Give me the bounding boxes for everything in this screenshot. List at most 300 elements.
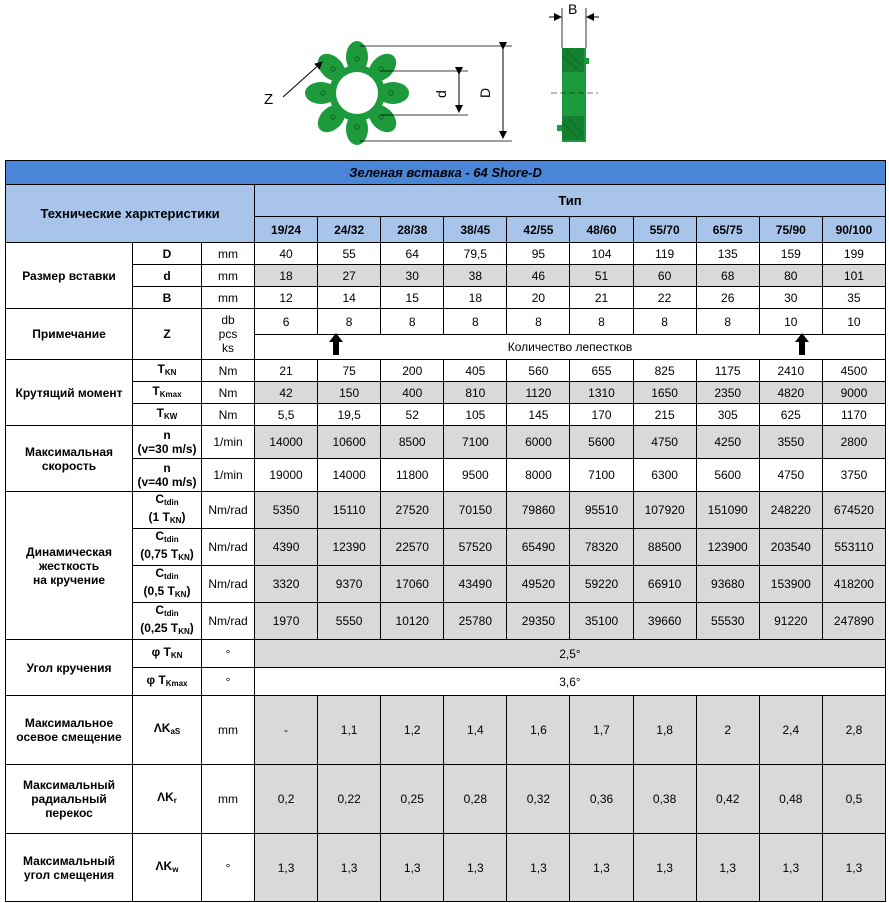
unit-cell: Nm/rad	[202, 566, 255, 603]
type-label: 90/100	[822, 217, 885, 243]
value-cell: 11800	[381, 459, 444, 492]
symbol-cell	[133, 640, 202, 668]
value-cell: 2410	[759, 360, 822, 382]
subscript: KN	[170, 650, 183, 660]
value-cell: 70150	[444, 492, 507, 529]
value-cell: 247890	[822, 603, 885, 640]
value-cell: 553110	[822, 529, 885, 566]
value-cell: 4250	[696, 426, 759, 459]
text: ΛK	[153, 721, 171, 735]
value-cell: 91220	[759, 603, 822, 640]
insert-side-view	[551, 48, 598, 142]
header-row	[6, 185, 886, 217]
value-cell: 55530	[696, 603, 759, 640]
angular-row	[6, 834, 886, 902]
value-cell: 4750	[633, 426, 696, 459]
symbol-cell	[133, 492, 202, 529]
value-cell: 2,4	[759, 696, 822, 765]
value-cell: 1,3	[822, 834, 885, 902]
param-line: перекос	[45, 806, 93, 820]
value-cell: 26	[696, 287, 759, 309]
value-cell: 8	[570, 309, 633, 335]
stiffness-row	[6, 529, 886, 566]
value-cell: 21	[570, 287, 633, 309]
note-row	[6, 309, 886, 335]
value-cell: 8	[633, 309, 696, 335]
value-cell: 5600	[570, 426, 633, 459]
value-cell: 19000	[255, 459, 318, 492]
subscript: tdin	[164, 498, 179, 507]
stiffness-row	[6, 492, 886, 529]
value-cell: 9500	[444, 459, 507, 492]
unit-cell: Nm/rad	[202, 529, 255, 566]
speed-row	[6, 459, 886, 492]
unit-cell: 1/min	[202, 426, 255, 459]
value-cell: 79,5	[444, 243, 507, 265]
param-radial	[6, 765, 133, 834]
value-cell: 1,3	[696, 834, 759, 902]
value-cell: 1170	[822, 404, 885, 426]
param-angle: Угол кручения	[6, 640, 133, 696]
value-cell: 145	[507, 404, 570, 426]
subscript: tdin	[164, 609, 179, 618]
value-cell: 17060	[381, 566, 444, 603]
value-cell: 1,3	[381, 834, 444, 902]
value-cell: 4820	[759, 382, 822, 404]
unit-cell: mm	[202, 765, 255, 834]
value-cell: 6300	[633, 459, 696, 492]
symbol-cell	[133, 668, 202, 696]
angle-row	[6, 640, 886, 668]
value-cell: 7100	[444, 426, 507, 459]
value-cell: 104	[570, 243, 633, 265]
value-cell: 199	[822, 243, 885, 265]
value-cell: 0,38	[633, 765, 696, 834]
value-cell: 93680	[696, 566, 759, 603]
value-cell: 7100	[570, 459, 633, 492]
radial-row	[6, 765, 886, 834]
value-cell: 42	[255, 382, 318, 404]
value-cell: 8	[318, 309, 381, 335]
value-cell: 170	[570, 404, 633, 426]
subscript: tdin	[164, 535, 179, 544]
value-cell: 248220	[759, 492, 822, 529]
type-label: 75/90	[759, 217, 822, 243]
unit-cell: mm	[202, 287, 255, 309]
value-cell: 12390	[318, 529, 381, 566]
text: ΛK	[157, 790, 174, 804]
value-cell: 153900	[759, 566, 822, 603]
value-cell: 51	[570, 265, 633, 287]
value-cell: 0,25	[381, 765, 444, 834]
text: C	[155, 603, 164, 617]
unit-cell: °	[202, 640, 255, 668]
label-z: Z	[264, 91, 274, 108]
stiffness-row	[6, 566, 886, 603]
subscript: KN	[178, 627, 190, 636]
value-cell: 1,6	[507, 696, 570, 765]
value-cell: 200	[381, 360, 444, 382]
text: ΛK	[155, 858, 173, 873]
value-cell: 39660	[633, 603, 696, 640]
value-cell: 655	[570, 360, 633, 382]
unit-line: pcs	[218, 327, 238, 341]
value-cell: 215	[633, 404, 696, 426]
value-cell: 14000	[255, 426, 318, 459]
value-cell: 107920	[633, 492, 696, 529]
unit-cell: °	[202, 834, 255, 902]
subscript: KN	[174, 590, 187, 599]
value-cell: 5,5	[255, 404, 318, 426]
value-cell: 5550	[318, 603, 381, 640]
value-cell: 14000	[318, 459, 381, 492]
speed-row	[6, 426, 886, 459]
value-cell: 1,2	[381, 696, 444, 765]
value-cell: 2	[696, 696, 759, 765]
subscript: KW	[164, 411, 178, 421]
value-cell: 3,6°	[255, 668, 886, 696]
table-title: Зеленая вставка - 64 Shore-D	[6, 161, 886, 185]
unit-cell: mm	[202, 696, 255, 765]
text: n	[163, 428, 171, 442]
text: (0,25 T	[140, 621, 179, 635]
text: T	[157, 361, 165, 376]
value-cell: 57520	[444, 529, 507, 566]
torque-row	[6, 404, 886, 426]
value-cell: 27	[318, 265, 381, 287]
header-type: Тип	[255, 185, 886, 217]
value-cell: 18	[444, 287, 507, 309]
text: C	[155, 566, 164, 580]
value-cell: 1,8	[633, 696, 696, 765]
value-cell: 46	[507, 265, 570, 287]
value-cell: 6000	[507, 426, 570, 459]
value-cell: 625	[759, 404, 822, 426]
value-cell: 68	[696, 265, 759, 287]
value-cell: 25780	[444, 603, 507, 640]
value-cell: 35	[822, 287, 885, 309]
value-cell: 43490	[444, 566, 507, 603]
value-cell: 15110	[318, 492, 381, 529]
value-cell: 0,28	[444, 765, 507, 834]
value-cell: 1310	[570, 382, 633, 404]
size-row	[6, 243, 886, 265]
value-cell: 1,7	[570, 696, 633, 765]
subscript: Kmax	[159, 389, 182, 399]
value-cell: 101	[822, 265, 885, 287]
type-label: 65/75	[696, 217, 759, 243]
type-label: 28/38	[381, 217, 444, 243]
value-cell: 38	[444, 265, 507, 287]
value-cell: 30	[381, 265, 444, 287]
value-cell: 0,2	[255, 765, 318, 834]
unit-cell: Nm	[202, 382, 255, 404]
value-cell: 0,5	[822, 765, 885, 834]
param-line: осевое смещение	[16, 730, 122, 744]
value-cell: 2800	[822, 426, 885, 459]
symbol-cell	[133, 360, 202, 382]
text: (v=40 m/s)	[137, 475, 197, 489]
value-cell: 1,3	[570, 834, 633, 902]
symbol-cell	[133, 426, 202, 459]
subscript: tdin	[164, 572, 179, 581]
value-cell: 95510	[570, 492, 633, 529]
arrow-up-icon	[329, 333, 343, 355]
header-characteristics: Технические харктеристики	[6, 185, 255, 243]
value-cell: 65490	[507, 529, 570, 566]
unit-cell: Nm/rad	[202, 492, 255, 529]
value-cell: 674520	[822, 492, 885, 529]
type-label: 38/45	[444, 217, 507, 243]
value-cell: 1970	[255, 603, 318, 640]
value-cell: 5600	[696, 459, 759, 492]
value-cell: 79860	[507, 492, 570, 529]
type-label: 55/70	[633, 217, 696, 243]
subscript: aS	[170, 727, 181, 736]
param-torque: Крутящий момент	[6, 360, 133, 426]
stiffness-row	[6, 603, 886, 640]
specification-table	[5, 160, 886, 902]
param-size: Размер вставки	[6, 243, 133, 309]
value-cell: 1,3	[759, 834, 822, 902]
value-cell: 135	[696, 243, 759, 265]
value-cell: 49520	[507, 566, 570, 603]
param-line: угол смещения	[23, 867, 115, 882]
symbol-cell: D	[133, 243, 202, 265]
param-axial	[6, 696, 133, 765]
label-big-d: D	[477, 87, 493, 98]
value-cell: 78320	[570, 529, 633, 566]
value-cell: 0,48	[759, 765, 822, 834]
param-line: скорость	[41, 458, 97, 473]
value-cell: 1175	[696, 360, 759, 382]
value-cell: 64	[381, 243, 444, 265]
value-cell: 8	[696, 309, 759, 335]
text: (0,75 T	[140, 547, 179, 561]
param-line: Динамическая	[26, 544, 112, 559]
symbol-cell	[133, 459, 202, 492]
value-cell: 1,3	[633, 834, 696, 902]
title-row	[6, 161, 886, 185]
value-cell: 560	[507, 360, 570, 382]
value-cell: 20	[507, 287, 570, 309]
unit-cell: 1/min	[202, 459, 255, 492]
value-cell: 22570	[381, 529, 444, 566]
param-line: на кручение	[32, 572, 106, 587]
subscript: w	[172, 864, 179, 874]
unit-cell: Nm/rad	[202, 603, 255, 640]
value-cell: 52	[381, 404, 444, 426]
symbol-cell	[133, 696, 202, 765]
value-cell: 21	[255, 360, 318, 382]
value-cell: 30	[759, 287, 822, 309]
value-cell: 4750	[759, 459, 822, 492]
value-cell: 8	[507, 309, 570, 335]
text: T	[156, 405, 164, 420]
value-cell: 10120	[381, 603, 444, 640]
value-cell: 22	[633, 287, 696, 309]
value-cell: 4390	[255, 529, 318, 566]
value-cell: 19,5	[318, 404, 381, 426]
value-cell: 8000	[507, 459, 570, 492]
value-cell: 55	[318, 243, 381, 265]
value-cell: 8	[444, 309, 507, 335]
angle-row	[6, 668, 886, 696]
text: φ T	[151, 644, 171, 659]
value-cell: 59220	[570, 566, 633, 603]
value-cell: 1,3	[255, 834, 318, 902]
param-line: Максимальный	[23, 853, 115, 868]
value-cell: 1,3	[318, 834, 381, 902]
unit-cell: mm	[202, 265, 255, 287]
symbol-cell	[133, 603, 202, 640]
text: )	[189, 547, 194, 561]
value-cell: 203540	[759, 529, 822, 566]
type-label: 24/32	[318, 217, 381, 243]
value-cell: 88500	[633, 529, 696, 566]
value-cell: 0,32	[507, 765, 570, 834]
value-cell: 80	[759, 265, 822, 287]
value-cell: 1,3	[444, 834, 507, 902]
symbol-cell	[133, 404, 202, 426]
unit-line: ks	[222, 341, 234, 355]
size-row	[6, 287, 886, 309]
symbol-cell: d	[133, 265, 202, 287]
axial-row	[6, 696, 886, 765]
value-cell: 75	[318, 360, 381, 382]
subscript: KN	[169, 516, 182, 525]
param-stiffness	[6, 492, 133, 640]
insert-front-view	[305, 41, 409, 145]
value-cell: 14	[318, 287, 381, 309]
symbol-cell	[133, 566, 202, 603]
text: )	[181, 510, 186, 524]
value-cell: 0,42	[696, 765, 759, 834]
value-cell: 305	[696, 404, 759, 426]
value-cell: 151090	[696, 492, 759, 529]
value-cell: 29350	[507, 603, 570, 640]
subscript: r	[173, 796, 177, 805]
value-cell: 40	[255, 243, 318, 265]
value-cell: 2350	[696, 382, 759, 404]
note-caption-cell	[255, 335, 886, 360]
type-label: 42/55	[507, 217, 570, 243]
symbol-cell: Z	[133, 309, 202, 360]
label-b: B	[568, 1, 578, 17]
value-cell: 400	[381, 382, 444, 404]
unit-cell: Nm	[202, 360, 255, 382]
value-cell: 159	[759, 243, 822, 265]
param-line: Максимальное	[24, 716, 114, 730]
text: T	[152, 383, 160, 398]
unit-cell: Nm	[202, 404, 255, 426]
value-cell: 0,22	[318, 765, 381, 834]
symbol-cell	[133, 834, 202, 902]
symbol-cell	[133, 382, 202, 404]
value-cell: 1120	[507, 382, 570, 404]
label-small-d: d	[433, 90, 449, 98]
value-cell: 3750	[822, 459, 885, 492]
text: C	[155, 529, 164, 543]
param-angular	[6, 834, 133, 902]
type-label: 48/60	[570, 217, 633, 243]
value-cell: 8500	[381, 426, 444, 459]
value-cell: 810	[444, 382, 507, 404]
size-row	[6, 265, 886, 287]
value-cell: 150	[318, 382, 381, 404]
text: (v=30 m/s)	[137, 442, 197, 456]
value-cell: 1,3	[507, 834, 570, 902]
param-speed	[6, 426, 133, 492]
subscript: KN	[164, 367, 177, 377]
value-cell: 123900	[696, 529, 759, 566]
unit-line: db	[221, 313, 235, 327]
value-cell: 27520	[381, 492, 444, 529]
text: )	[189, 621, 194, 635]
unit-cell	[202, 309, 255, 360]
value-cell: 6	[255, 309, 318, 335]
text: (0,5 T	[143, 584, 175, 598]
torque-row	[6, 382, 886, 404]
value-cell: 9000	[822, 382, 885, 404]
value-cell: 105	[444, 404, 507, 426]
value-cell: 405	[444, 360, 507, 382]
value-cell: 119	[633, 243, 696, 265]
text: C	[155, 492, 164, 506]
value-cell: 2,8	[822, 696, 885, 765]
lobe-count-caption: Количество лепестков	[507, 340, 633, 354]
arrow-up-icon	[795, 333, 809, 355]
param-line: Максимальный	[23, 778, 115, 792]
insert-bore	[336, 72, 378, 114]
value-cell: 3320	[255, 566, 318, 603]
text: (1 T	[148, 510, 170, 524]
text: )	[186, 584, 191, 598]
value-cell: 18	[255, 265, 318, 287]
value-cell: 95	[507, 243, 570, 265]
text: n	[163, 461, 171, 475]
value-cell: 35100	[570, 603, 633, 640]
param-line: Максимальная	[24, 444, 114, 459]
value-cell: 5350	[255, 492, 318, 529]
value-cell: 3550	[759, 426, 822, 459]
value-cell: 825	[633, 360, 696, 382]
value-cell: 66910	[633, 566, 696, 603]
subscript: Kmax	[165, 678, 188, 688]
param-line: радиальный	[31, 792, 107, 806]
value-cell: 2,5°	[255, 640, 886, 668]
value-cell: -	[255, 696, 318, 765]
value-cell: 418200	[822, 566, 885, 603]
param-note: Примечание	[6, 309, 133, 360]
value-cell: 1650	[633, 382, 696, 404]
subscript: KN	[178, 553, 190, 562]
symbol-cell	[133, 765, 202, 834]
text: φ T	[146, 672, 166, 687]
value-cell: 1,4	[444, 696, 507, 765]
value-cell: 1,1	[318, 696, 381, 765]
symbol-cell	[133, 529, 202, 566]
value-cell: 12	[255, 287, 318, 309]
value-cell: 15	[381, 287, 444, 309]
value-cell: 0,36	[570, 765, 633, 834]
symbol-cell: B	[133, 287, 202, 309]
value-cell: 10600	[318, 426, 381, 459]
value-cell: 4500	[822, 360, 885, 382]
spider-insert-drawing	[0, 0, 889, 160]
value-cell: 9370	[318, 566, 381, 603]
unit-cell: °	[202, 668, 255, 696]
